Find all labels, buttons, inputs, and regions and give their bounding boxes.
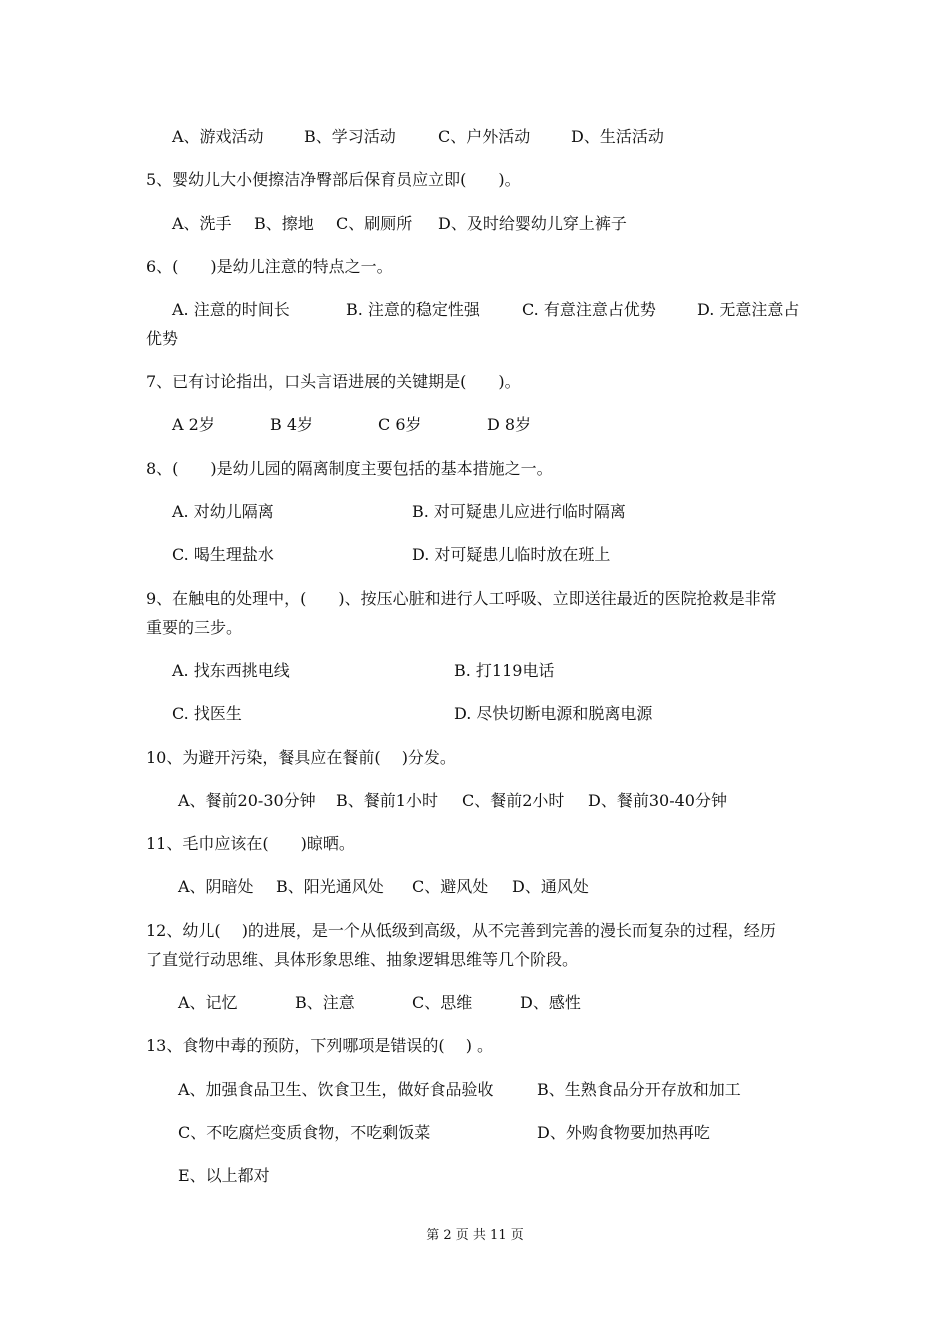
- q13-stem: 13、食物中毒的预防，下列哪项是错误的( ) 。: [146, 1036, 494, 1055]
- q12-option-d: D、感性: [520, 993, 581, 1012]
- q8-option-d: D. 对可疑患儿临时放在班上: [412, 545, 611, 564]
- q8-option-a: A. 对幼儿隔离: [172, 502, 274, 521]
- q8-option-c: C. 喝生理盐水: [172, 545, 274, 564]
- q13-option-d: D、外购食物要加热再吃: [537, 1123, 710, 1142]
- q9-option-a: A. 找东西挑电线: [172, 661, 290, 680]
- q7-option-a: A 2岁: [172, 415, 215, 434]
- q5-option-b: B、擦地: [254, 214, 314, 233]
- q7-option-d: D 8岁: [487, 415, 532, 434]
- q12-stem-line1: 12、幼儿( )的进展，是一个从低级到高级，从不完善到完善的漫长而复杂的过程，经历: [146, 921, 776, 940]
- q8-stem: 8、( )是幼儿园的隔离制度主要包括的基本措施之一。: [146, 459, 553, 478]
- q12-option-a: A、记忆: [178, 993, 238, 1012]
- q10-option-d: D、餐前30-40分钟: [588, 791, 727, 810]
- q12-option-c: C、思维: [412, 993, 473, 1012]
- q11-option-d: D、通风处: [512, 877, 589, 896]
- q13-option-c: C、不吃腐烂变质食物，不吃剩饭菜: [178, 1123, 431, 1142]
- q4-option-b: B、学习活动: [304, 127, 396, 146]
- q4-option-d: D、生活活动: [571, 127, 664, 146]
- q11-option-c: C、避风处: [412, 877, 489, 896]
- q10-option-b: B、餐前1小时: [336, 791, 438, 810]
- q4-option-a: A、游戏活动: [172, 127, 264, 146]
- q5-stem: 5、婴幼儿大小便擦洁净臀部后保育员应立即( )。: [146, 170, 521, 189]
- q7-stem: 7、已有讨论指出，口头言语进展的关键期是( )。: [146, 372, 521, 391]
- q5-option-a: A、洗手: [172, 214, 232, 233]
- q13-option-e: E、以上都对: [178, 1166, 270, 1185]
- q6-option-d-wrap: 优势: [146, 329, 179, 348]
- q6-option-a: A. 注意的时间长: [172, 300, 290, 319]
- q8-option-b: B. 对可疑患儿应进行临时隔离: [412, 502, 626, 521]
- q9-stem-line2: 重要的三步。: [146, 618, 243, 637]
- q11-stem: 11、毛巾应该在( )晾晒。: [146, 834, 355, 853]
- q7-option-b: B 4岁: [270, 415, 314, 434]
- q5-option-d: D、及时给婴幼儿穿上裤子: [438, 214, 627, 233]
- q11-option-b: B、阳光通风处: [276, 877, 384, 896]
- q11-option-a: A、阴暗处: [178, 877, 254, 896]
- q10-option-c: C、餐前2小时: [462, 791, 565, 810]
- q9-option-b: B. 打119电话: [454, 661, 555, 680]
- q6-option-b: B. 注意的稳定性强: [346, 300, 480, 319]
- q10-stem: 10、为避开污染，餐具应在餐前( )分发。: [146, 748, 456, 767]
- q13-option-a: A、加强食品卫生、饮食卫生，做好食品验收: [178, 1080, 494, 1099]
- q6-option-d: D. 无意注意占: [697, 300, 800, 319]
- q9-stem-line1: 9、在触电的处理中，( )、按压心脏和进行人工呼吸、立即送往最近的医院抢救是非常: [146, 589, 777, 608]
- q13-option-b: B、生熟食品分开存放和加工: [537, 1080, 741, 1099]
- q6-stem: 6、( )是幼儿注意的特点之一。: [146, 257, 393, 276]
- q5-option-c: C、刷厕所: [336, 214, 413, 233]
- q7-option-c: C 6岁: [378, 415, 422, 434]
- q9-option-d: D. 尽快切断电源和脱离电源: [454, 704, 653, 723]
- q10-option-a: A、餐前20-30分钟: [178, 791, 316, 810]
- page-number-footer: 第 2 页 共 11 页: [426, 1228, 524, 1243]
- q4-option-c: C、户外活动: [438, 127, 531, 146]
- q12-stem-line2: 了直觉行动思维、具体形象思维、抽象逻辑思维等几个阶段。: [146, 950, 579, 969]
- q6-option-c: C. 有意注意占优势: [522, 300, 656, 319]
- q12-option-b: B、注意: [295, 993, 355, 1012]
- q9-option-c: C. 找医生: [172, 704, 242, 723]
